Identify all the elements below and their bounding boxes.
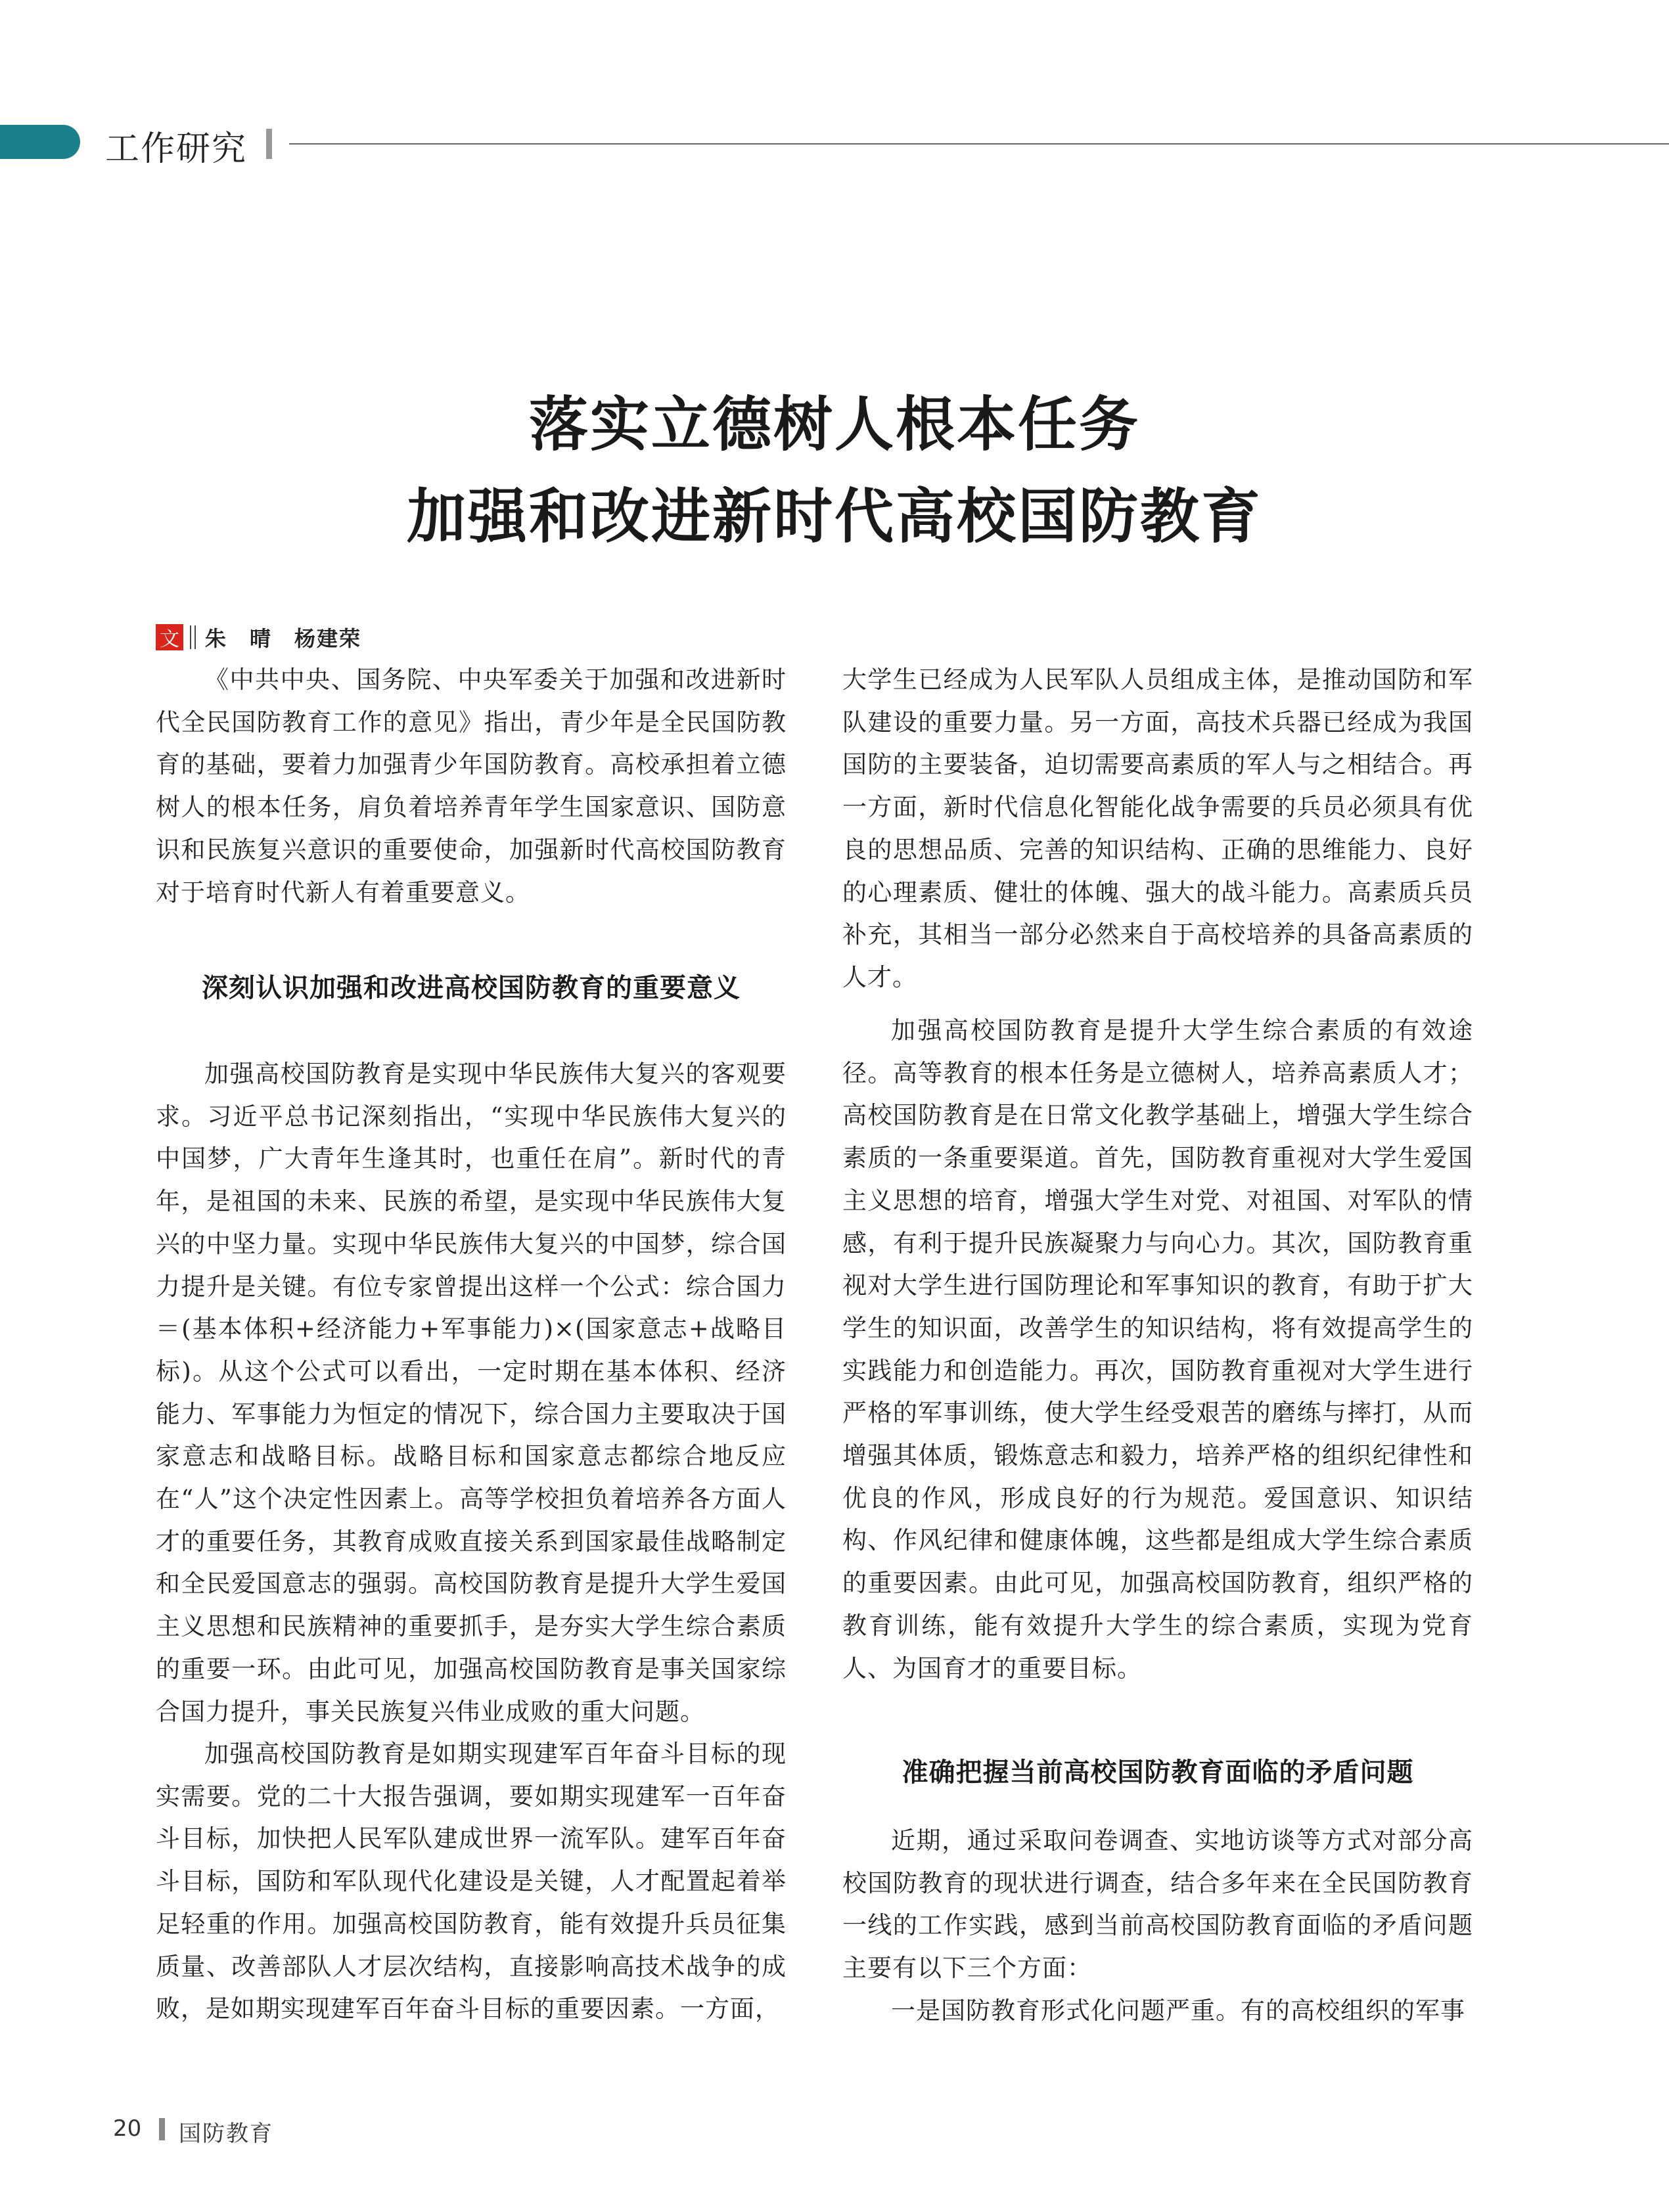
authors: 朱 晴 杨建荣 [205,626,362,651]
section-divider [266,129,272,159]
byline-separator [190,625,196,649]
article-title-line-2: 加强和改进新时代高校国防教育 [407,482,1262,551]
byline [156,623,361,652]
paragraph: 一是国防教育形式化问题严重。有的高校组织的军事 [891,1997,1465,2025]
paragraph: 加强高校国防教育是实现中华民族伟大复兴的客观要求。习近平总书记深刻指出，“实现中华民族伟大复兴的中国梦，广大青年生逢其时，也重任在肩”。新时代的青年，是祖国的未来、民族的希望，是实现中华民族伟大复兴的中坚力量。实现中华民族伟大复兴的中国梦，综合国力提升是关键。有位专家曾提出这样一个公式：综合国力＝(基本体积+经济能力+军事能力)×(国家意志+战略目标)。从这个公式可以看出，一定时期在基本体积、经济能力、军事能力为恒定的情况下，综合国力主要取决于国家意志和战略目标。战略目标和国家意志都综合地反应在“人”这个决定性因素上。高等学校担负着培养各方面人才的重要任务，其教育成败直接关系到国家最佳战略制定和全民爱国意志的强弱。高校国防教育是提升大学生爱国主义思想和民族精神的重要抓手，是夯实大学生综合素质的重要一环。由此可见，加强高校国防教育是事关国家综合国力提升，事关民族复兴伟业成败的重大问题。 [156,1060,787,1726]
page-number: 20 [113,2115,142,2142]
byline-badge: 文 [156,624,183,650]
section-heading-1: 深刻认识加强和改进高校国防教育的重要意义 [202,973,741,1003]
article-title-line-1: 落实立德树人根本任务 [529,390,1140,459]
footer-divider [159,2118,165,2140]
paragraph: 加强高校国防教育是提升大学生综合素质的有效途径。高等教育的根本任务是立德树人，培养高素质人才；高校国防教育是在日常文化教学基础上，增强大学生综合素质的一条重要渠道。首先，国防教育重视对大学生爱国主义思想的培育，增强大学生对党、对祖国、对军队的情感，有利于提升民族凝聚力与向心力。其次，国防教育重视对大学生进行国防理论和军事知识的教育，有助于扩大学生的知识面，改善学生的知识结构，将有效提高学生的实践能力和创造能力。再次，国防教育重视对大学生进行严格的军事训练，使大学生经受艰苦的磨练与摔打，从而增强其体质，锻炼意志和毅力，培养严格的组织纪律性和优良的作风，形成良好的行为规范。爱国意识、知识结构、作风纪律和健康体魄，这些都是组成大学生综合素质的重要因素。由此可见，加强高校国防教育，组织严格的教育训练，能有效提升大学生的综合素质，实现为党育人、为国育才的重要目标。 [842,1016,1473,1682]
paragraph: 近期，通过采取问卷调查、实地访谈等方式对部分高校国防教育的现状进行调查，结合多年来在全民国防教育一线的工作实践，感到当前高校国防教育面临的矛盾问题主要有以下三个方面： [842,1826,1473,1983]
section-tab-marker [0,125,80,159]
magazine-name: 国防教育 [179,2121,273,2147]
section-heading-2: 准确把握当前高校国防教育面临的矛盾问题 [902,1757,1414,1788]
paragraph: 加强高校国防教育是如期实现建军百年奋斗目标的现实需要。党的二十大报告强调，要如期实现建军一百年奋斗目标，加快把人民军队建成世界一流军队。建军百年奋斗目标，国防和军队现代化建设是关键，人才配置起着举足轻重的作用。加强高校国防教育，能有效提升兵员征集质量、改善部队人才层次结构，直接影响高技术战争的成败，是如期实现建军百年奋斗目标的重要因素。一方面， [156,1740,787,2023]
section-label: 工作研究 [105,129,248,169]
intro-paragraph: 《中共中央、国务院、中央军委关于加强和改进新时代全民国防教育工作的意见》指出，青少年是全民国防教育的基础，要着力加强青少年国防教育。高校承担着立德树人的根本任务，肩负着培养青年学生国家意识、国防意识和民族复兴意识的重要使命，加强新时代高校国防教育对于培育时代新人有着重要意义。 [156,666,787,907]
header-rule [289,143,1669,145]
paragraph-continued: 大学生已经成为人民军队人员组成主体，是推动国防和军队建设的重要力量。另一方面，高技术兵器已经成为我国国防的主要装备，迫切需要高素质的军人与之相结合。再一方面，新时代信息化智能化战争需要的兵员必须具有优良的思想品质、完善的知识结构、正确的思维能力、良好的心理素质、健壮的体魄、强大的战斗能力。高素质兵员补充，其相当一部分必然来自于高校培养的具备高素质的人才。 [842,666,1473,991]
